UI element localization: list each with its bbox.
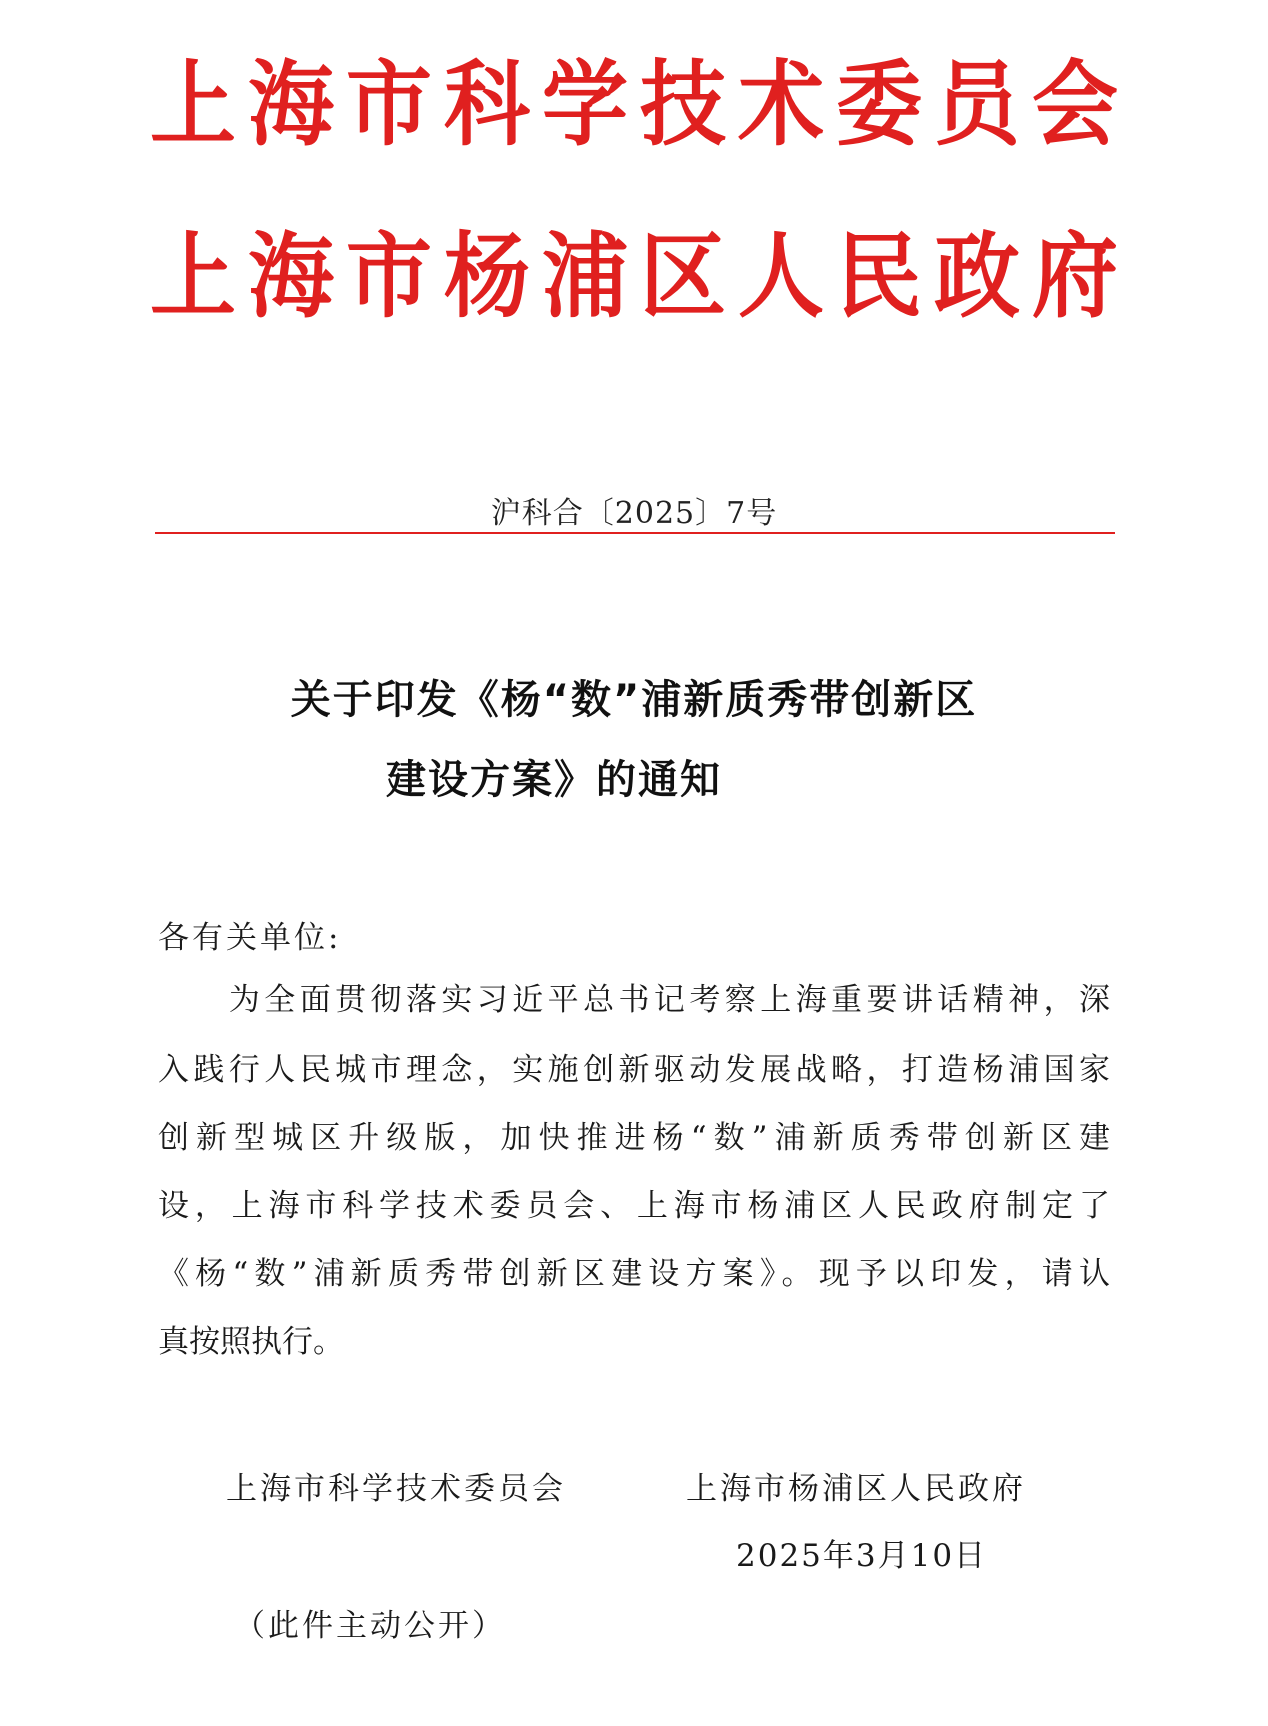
body-line: 入践行人民城市理念，实施创新驱动发展战略，打造杨浦国家 bbox=[158, 1052, 1110, 1088]
signature-org-district-government: 上海市杨浦区人民政府 bbox=[686, 1471, 1026, 1507]
salutation: 各有关单位: bbox=[158, 920, 342, 956]
issuer-char: 市 bbox=[346, 223, 432, 331]
issuer-char: 术 bbox=[738, 51, 824, 159]
issuer-char: 海 bbox=[248, 223, 334, 331]
document-number: 沪科合〔2025〕7号 bbox=[490, 496, 778, 531]
issuer-char: 政 bbox=[934, 223, 1020, 331]
body-line: 真按照执行。 bbox=[158, 1324, 344, 1360]
issuer-char: 上 bbox=[150, 51, 236, 159]
issuer-char: 技 bbox=[640, 51, 726, 159]
body-line: 创新型城区升级版，加快推进杨“数”浦新质秀带创新区建 bbox=[158, 1120, 1110, 1156]
header-divider bbox=[155, 532, 1115, 534]
issuer-char: 上 bbox=[150, 223, 236, 331]
body-line: 为全面贯彻落实习近平总书记考察上海重要讲话精神，深 bbox=[158, 982, 1110, 1018]
issuer-char: 海 bbox=[248, 51, 334, 159]
issuer-char: 浦 bbox=[542, 223, 628, 331]
issuer-heading-science-commission bbox=[150, 50, 1118, 160]
issuer-char: 府 bbox=[1032, 223, 1118, 331]
issuer-char: 会 bbox=[1032, 51, 1118, 159]
document-title-line-1: 关于印发《杨“数”浦新质秀带创新区 bbox=[290, 677, 978, 723]
issuer-char: 区 bbox=[640, 223, 726, 331]
issuer-char: 委 bbox=[836, 51, 922, 159]
issuer-char: 学 bbox=[542, 51, 628, 159]
signature-date: 2025年3月10日 bbox=[736, 1538, 988, 1574]
document-title-line-2: 建设方案》的通知 bbox=[386, 757, 722, 803]
issuer-char: 市 bbox=[346, 51, 432, 159]
issuer-char: 科 bbox=[444, 51, 530, 159]
issuer-char: 杨 bbox=[444, 223, 530, 331]
disclosure-note: （此件主动公开） bbox=[234, 1608, 506, 1644]
body-line: 《杨“数”浦新质秀带创新区建设方案》。现予以印发，请认 bbox=[158, 1256, 1110, 1292]
signature-org-science-commission: 上海市科学技术委员会 bbox=[226, 1471, 566, 1507]
issuer-char: 民 bbox=[836, 223, 922, 331]
issuer-char: 人 bbox=[738, 223, 824, 331]
issuer-heading-district-government bbox=[150, 222, 1118, 332]
issuer-char: 员 bbox=[934, 51, 1020, 159]
body-line: 设，上海市科学技术委员会、上海市杨浦区人民政府制定了 bbox=[158, 1188, 1110, 1224]
